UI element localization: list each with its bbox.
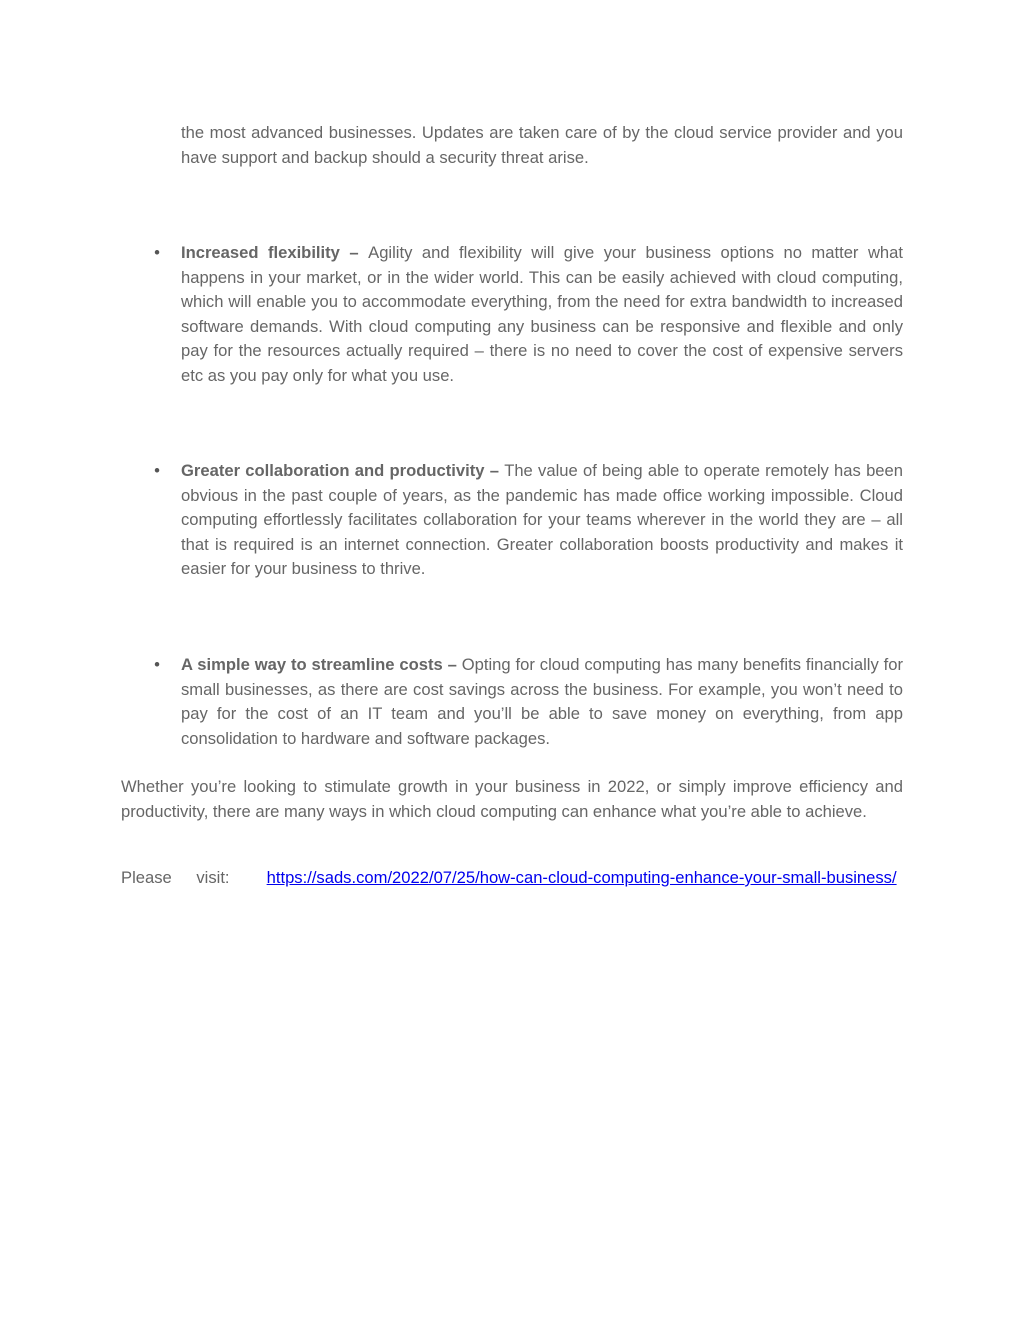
bullet-title: Greater collaboration and productivity – bbox=[181, 461, 505, 480]
visit-paragraph bbox=[121, 866, 903, 891]
bullet-icon: • bbox=[154, 655, 160, 674]
visit-label: Please visit: bbox=[121, 868, 230, 887]
bullet-item-greater-collaboration bbox=[154, 459, 903, 582]
closing-paragraph: Whether you’re looking to stimulate growth in your business in 2022, or simply improve efficiency and productivity, there are many ways in which cloud computing can enhance what you’re able to achieve. bbox=[121, 777, 903, 821]
bullet-item-increased-flexibility bbox=[154, 241, 904, 388]
bullet-item-streamline-costs bbox=[154, 653, 903, 751]
bullet-text: The value of being able to operate remotely has been obvious in the past couple of years, as the pandemic has made office working impossible. Cloud computing effortlessly facilitates collaboration for your teams wherever in the world they are – all that is required is an internet connection. Greater collaboration boosts productivity and makes it easier for your business to thrive. bbox=[181, 461, 903, 578]
bullet-title: Increased flexibility – bbox=[181, 243, 369, 262]
visit-link[interactable]: https://sads.com/2022/07/25/how-can-cloud-computing-enhance-your-small-business/ bbox=[266, 868, 897, 887]
bullet-title: A simple way to streamline costs – bbox=[181, 655, 462, 674]
bullet-text: Opting for cloud computing has many benefits financially for small businesses, as there are cost savings across the business. For example, you won’t need to pay for the cost of an IT team and you’ll be able to save money on everything, from app consolidation to hardware and software packages. bbox=[181, 655, 903, 748]
bullet-text: Agility and flexibility will give your business options no matter what happens in your market, or in the wider world. This can be easily achieved with cloud computing, which will enable you to accommodate everything, from the need for extra bandwidth to increased software demands. With cloud computing any business can be responsive and flexible and only pay for the resources actually required – there is no need to cover the cost of expensive servers etc as you pay only for what you use. bbox=[181, 243, 904, 385]
bullet-icon: • bbox=[154, 243, 160, 262]
bullet-icon: • bbox=[154, 461, 160, 480]
intro-continuation-paragraph: the most advanced businesses. Updates are taken care of by the cloud service provider and you have support and backup should a security threat arise. bbox=[181, 123, 903, 167]
